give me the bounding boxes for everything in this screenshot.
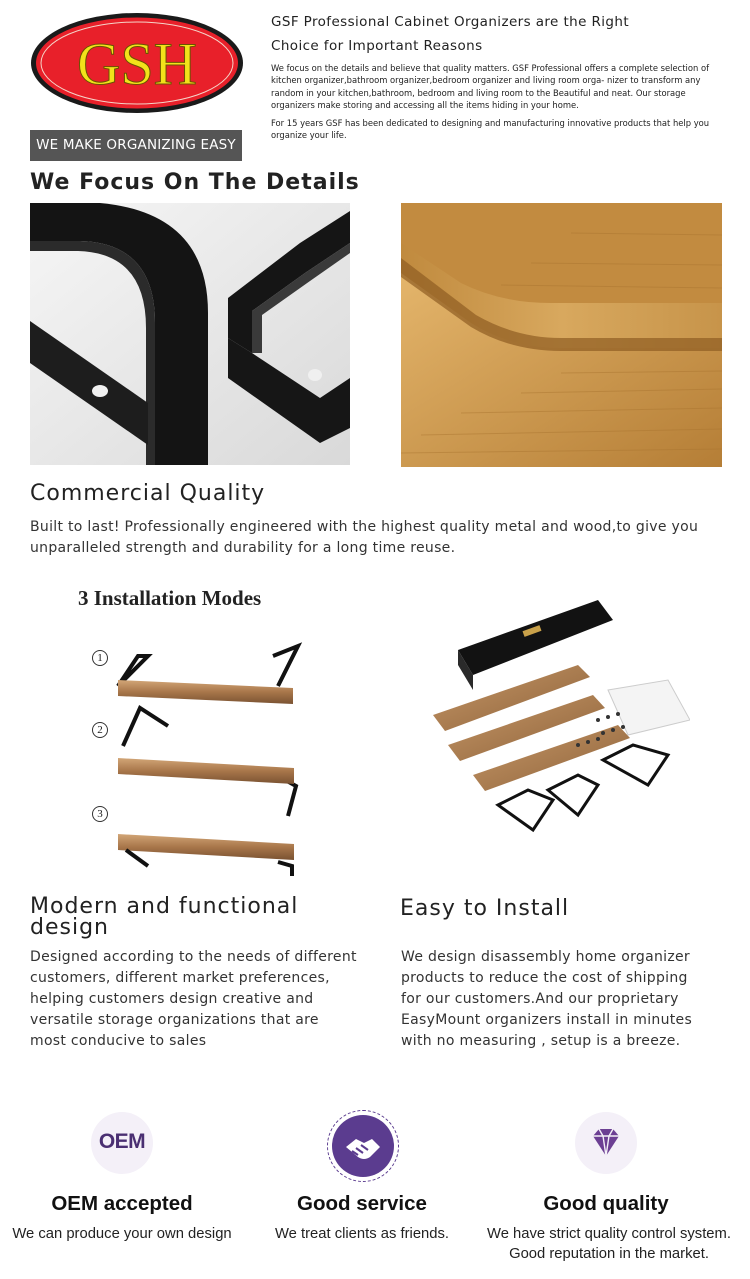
modern-text-line: most conducive to sales bbox=[30, 1033, 207, 1049]
installation-modes-title: 3 Installation Modes bbox=[78, 586, 262, 610]
modern-text bbox=[30, 947, 370, 1052]
details-heading: We Focus On The Details bbox=[30, 170, 360, 195]
feature-text bbox=[479, 1224, 739, 1264]
commercial-heading: Commercial Quality bbox=[30, 481, 266, 506]
intro-title-line2: Choice for Important Reasons bbox=[271, 38, 483, 54]
easy-text-line: We design disassembly home organizer bbox=[401, 949, 690, 965]
oem-icon bbox=[91, 1112, 153, 1174]
intro-block bbox=[271, 10, 721, 142]
commercial-text-line: unparalleled strength and durability for a long time reuse. bbox=[30, 540, 456, 556]
feature-text-line: We have strict quality control system. bbox=[487, 1226, 731, 1242]
feature-title: OEM accepted bbox=[51, 1192, 193, 1215]
package-contents-photo bbox=[428, 595, 690, 845]
wood-detail-photo bbox=[401, 203, 722, 467]
logo-text: GSH bbox=[76, 31, 198, 97]
oem-icon-text: OEM bbox=[98, 1130, 146, 1153]
easy-text-line: with no measuring , setup is a breeze. bbox=[401, 1033, 681, 1049]
easy-text bbox=[401, 947, 731, 1052]
modern-text-line: versatile storage organizations that are bbox=[30, 1012, 319, 1028]
modern-text-line: customers, different market preferences, bbox=[30, 970, 330, 986]
feature-text: We treat clients as friends. bbox=[274, 1226, 450, 1242]
commercial-text-line: Built to last! Professionally engineered with the highest quality metal and wood,to give you bbox=[30, 519, 699, 535]
intro-paragraph: We focus on the details and believe that quality matters. GSF Professional offers a complete selection of kitchen organizer,bathroom organizer,bedroom organizer and living room orga- nizer to transform any random in your kitchen,bathroom, bedroom and living room to the Beautiful and neat. Our storage organizers make storing and accessing all the items hiding in your home. bbox=[271, 63, 710, 110]
modern-text-line: Designed according to the needs of different bbox=[30, 949, 357, 965]
installation-modes-illustration bbox=[78, 586, 318, 876]
modern-heading-line: Modern and functional bbox=[30, 894, 299, 919]
easy-text-line: EasyMount organizers install in minutes bbox=[401, 1012, 693, 1028]
commercial-text bbox=[30, 517, 730, 559]
diamond-icon bbox=[575, 1112, 637, 1174]
modern-heading bbox=[30, 896, 298, 938]
feature-title: Good quality bbox=[543, 1192, 669, 1215]
feature-text-line: Good reputation in the market. bbox=[509, 1246, 709, 1262]
handshake-icon bbox=[327, 1110, 399, 1182]
intro-title-line1: GSF Professional Cabinet Organizers are the Right bbox=[271, 14, 630, 30]
modern-heading-line: design bbox=[30, 915, 109, 940]
bracket-detail-photo bbox=[30, 203, 350, 465]
mode-number: 3 bbox=[92, 806, 108, 822]
modern-text-line: helping customers design creative and bbox=[30, 991, 314, 1007]
easy-heading: Easy to Install bbox=[400, 896, 570, 921]
logo-tagline: WE MAKE ORGANIZING EASY bbox=[30, 130, 242, 161]
mode-number: 1 bbox=[92, 650, 108, 666]
easy-text-line: products to reduce the cost of shipping bbox=[401, 970, 688, 986]
easy-text-line: for our customers.And our proprietary bbox=[401, 991, 679, 1007]
mode-number: 2 bbox=[92, 722, 108, 738]
feature-text: We can produce your own design bbox=[12, 1226, 232, 1242]
brand-logo bbox=[30, 12, 244, 152]
feature-title: Good service bbox=[297, 1192, 427, 1215]
intro-paragraph: For 15 years GSF has been dedicated to designing and manufacturing innovative products that help you organize your life. bbox=[271, 118, 710, 141]
logo-emblem bbox=[30, 12, 244, 114]
